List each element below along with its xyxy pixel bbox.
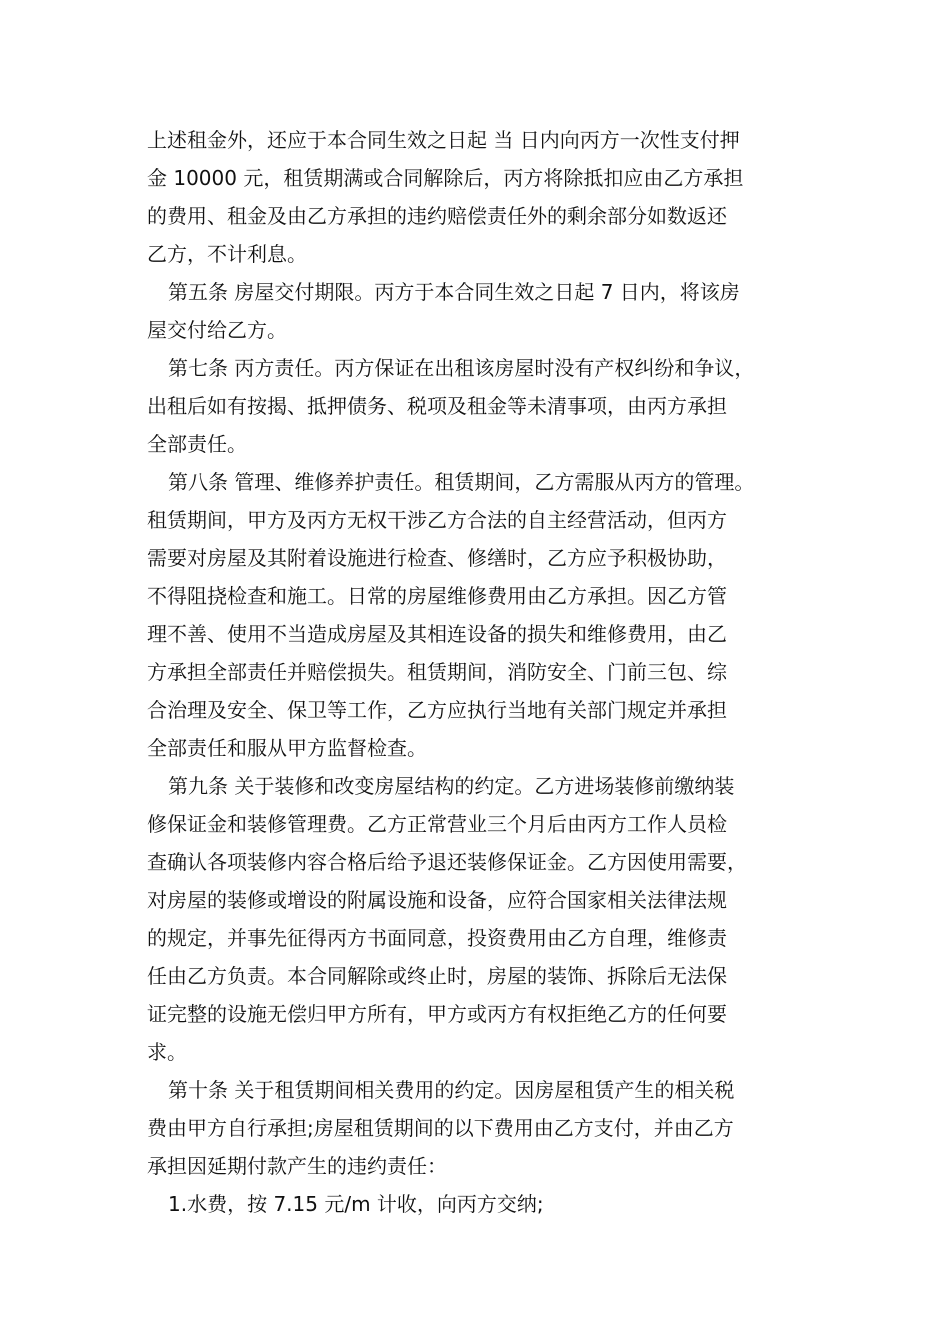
text-line: 金 10000 元，租赁期满或合同解除后，丙方将除抵扣应由乙方承担 xyxy=(147,166,744,190)
text-line: 全部责任。 xyxy=(147,432,247,456)
text-line: 乙方，不计利息。 xyxy=(147,242,307,266)
text-line: 需要对房屋及其附着设施进行检查、修缮时，乙方应予积极协助， xyxy=(147,546,727,570)
text-line: 全部责任和服从甲方监督检查。 xyxy=(147,736,427,760)
text-line: 对房屋的装修或增设的附属设施和设备，应符合国家相关法律法规 xyxy=(147,888,727,912)
text-line: 证完整的设施无偿归甲方所有，甲方或丙方有权拒绝乙方的任何要 xyxy=(147,1002,727,1026)
text-line: 承担因延期付款产生的违约责任： xyxy=(147,1154,447,1178)
text-line: 租赁期间，甲方及丙方无权干涉乙方合法的自主经营活动，但丙方 xyxy=(147,508,727,532)
text-line: 出租后如有按揭、抵押债务、税项及租金等未清事项，由丙方承担 xyxy=(147,394,727,418)
article-5-heading: 第五条 房屋交付期限。丙方于本合同生效之日起 7 日内，将该房 xyxy=(168,280,740,304)
article-10-heading: 第十条 关于租赁期间相关费用的约定。因房屋租赁产生的相关税 xyxy=(168,1078,735,1102)
article-8-heading: 第八条 管理、维修养护责任。租赁期间，乙方需服从丙方的管理。 xyxy=(168,470,755,494)
text-line: 查确认各项装修内容合格后给予退还装修保证金。乙方因使用需要， xyxy=(147,850,747,874)
text-line: 费由甲方自行承担;房屋租赁期间的以下费用由乙方支付，并由乙方 xyxy=(147,1116,734,1140)
text-line: 理不善、使用不当造成房屋及其相连设备的损失和维修费用，由乙 xyxy=(147,622,727,646)
text-line: 求。 xyxy=(147,1040,187,1064)
article-7-heading: 第七条 丙方责任。丙方保证在出租该房屋时没有产权纠纷和争议， xyxy=(168,356,755,380)
text-line: 方承担全部责任并赔偿损失。租赁期间，消防安全、门前三包、综 xyxy=(147,660,727,684)
text-line: 不得阻挠检查和施工。日常的房屋维修费用由乙方承担。因乙方管 xyxy=(147,584,727,608)
text-line: 上述租金外，还应于本合同生效之日起 当 日内向丙方一次性支付押 xyxy=(147,128,740,152)
text-line: 的规定，并事先征得丙方书面同意，投资费用由乙方自理，维修责 xyxy=(147,926,727,950)
text-line: 的费用、租金及由乙方承担的违约赔偿责任外的剩余部分如数返还 xyxy=(147,204,727,228)
article-9-heading: 第九条 关于装修和改变房屋结构的约定。乙方进场装修前缴纳装 xyxy=(168,774,735,798)
text-line: 修保证金和装修管理费。乙方正常营业三个月后由丙方工作人员检 xyxy=(147,812,727,836)
text-line: 屋交付给乙方。 xyxy=(147,318,287,342)
text-line: 合治理及安全、保卫等工作，乙方应执行当地有关部门规定并承担 xyxy=(147,698,727,722)
fee-item-water: 1.水费，按 7.15 元/m 计收，向丙方交纳; xyxy=(168,1192,544,1216)
text-line: 任由乙方负责。本合同解除或终止时，房屋的装饰、拆除后无法保 xyxy=(147,964,727,988)
